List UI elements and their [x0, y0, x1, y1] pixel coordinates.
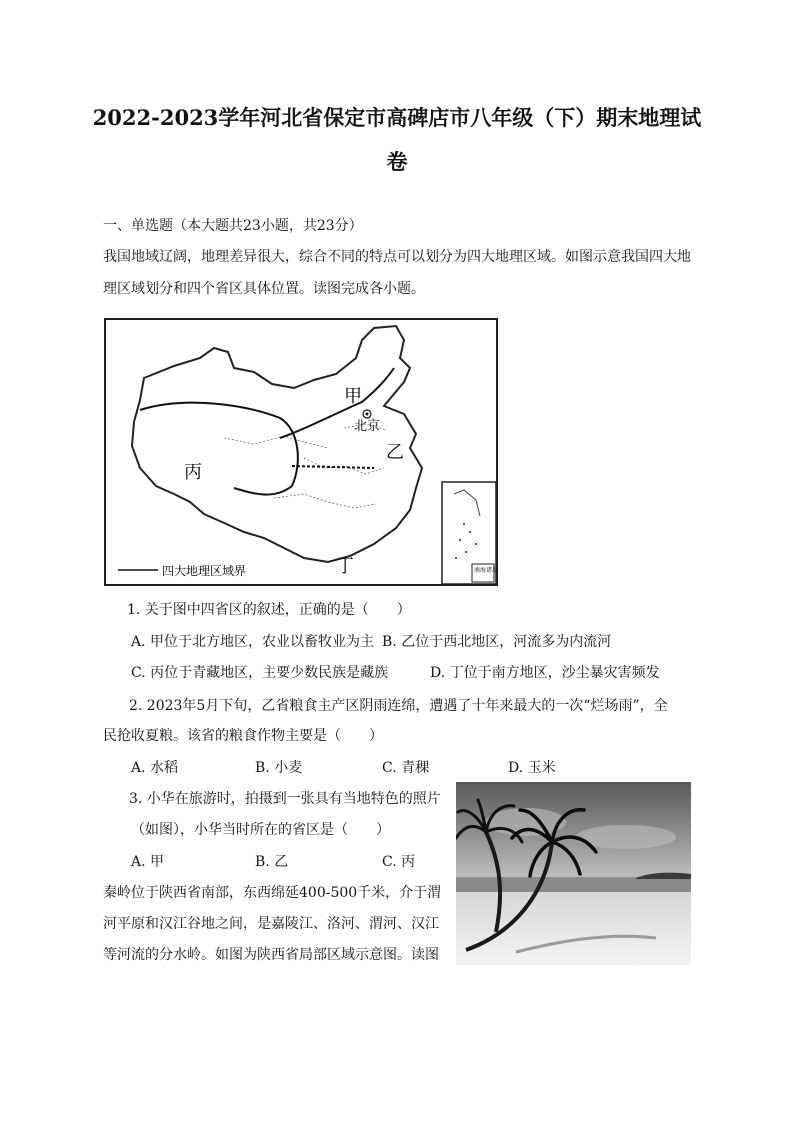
map-label-beijing: 北京	[354, 419, 381, 434]
intro-line-1: 我国地域辽阔，地理差异很大，综合不同的特点可以划分为四大地理区域。如图示意我国四大地	[103, 249, 691, 265]
question-3-option-c[interactable]: C. 丙	[382, 854, 416, 870]
question-1-option-a[interactable]: A. 甲位于北方地区，农业以畜牧业为主	[131, 634, 375, 650]
question-3-option-a[interactable]: A. 甲	[131, 854, 165, 870]
section-heading: 一、单选题（本大题共23小题，共23分）	[103, 218, 363, 234]
passage-line-3: 等河流的分水岭。如图为陕西省局部区域示意图。读图	[103, 947, 439, 963]
question-1-option-b[interactable]: B. 乙位于西北地区，河流多为内流河	[382, 634, 612, 650]
exam-title-line-1: 2022-2023学年河北省保定市高碑店市八年级（下）期末地理试	[92, 105, 702, 130]
question-2-option-c[interactable]: C. 青稞	[382, 760, 430, 776]
passage-line-2: 河平原和汉江谷地之间，是嘉陵江、洛河、渭河、汉江	[103, 916, 439, 932]
question-3-stem-line-2: （如图），小华当时所在的省区是（ ）	[131, 822, 390, 838]
question-2-option-d[interactable]: D. 玉米	[508, 760, 556, 776]
china-regions-map	[104, 318, 498, 586]
map-label-jia: 甲	[344, 386, 362, 407]
question-1-stem: 1. 关于图中四省区的叙述，正确的是（ ）	[127, 602, 411, 618]
intro-line-2: 理区域划分和四个省区具体位置。读图完成各小题。	[103, 281, 425, 297]
question-2-stem-line-2: 民抢收夏粮。该省的粮食作物主要是（ ）	[103, 728, 383, 744]
map-label-ding: 丁	[336, 556, 354, 577]
exam-title-line-2: 卷	[386, 149, 408, 174]
inset-label: 南海诸岛	[474, 567, 498, 574]
question-2-option-a[interactable]: A. 水稻	[131, 760, 179, 776]
question-1-option-c[interactable]: C. 丙位于青藏地区，主要少数民族是藏族	[131, 665, 389, 681]
map-label-yi: 乙	[386, 442, 404, 463]
question-3-option-b[interactable]: B. 乙	[255, 854, 289, 870]
question-3-stem-line-1: 3. 小华在旅游时，拍摄到一张具有当地特色的照片	[129, 791, 441, 807]
palm-beach-photo	[456, 782, 691, 965]
map-legend-label: 四大地理区域界	[162, 564, 247, 578]
map-label-bing: 丙	[184, 462, 202, 483]
question-2-stem-line-1: 2. 2023年5月下旬，乙省粮食主产区阴雨连绵，遭遇了十年来最大的一次“烂场雨”，全	[129, 698, 668, 714]
question-2-option-b[interactable]: B. 小麦	[255, 760, 303, 776]
question-1-option-d[interactable]: D. 丁位于南方地区，沙尘暴灾害频发	[430, 665, 660, 681]
passage-line-1: 秦岭位于陕西省南部，东西绵延400-500千米，介于渭	[103, 885, 442, 901]
